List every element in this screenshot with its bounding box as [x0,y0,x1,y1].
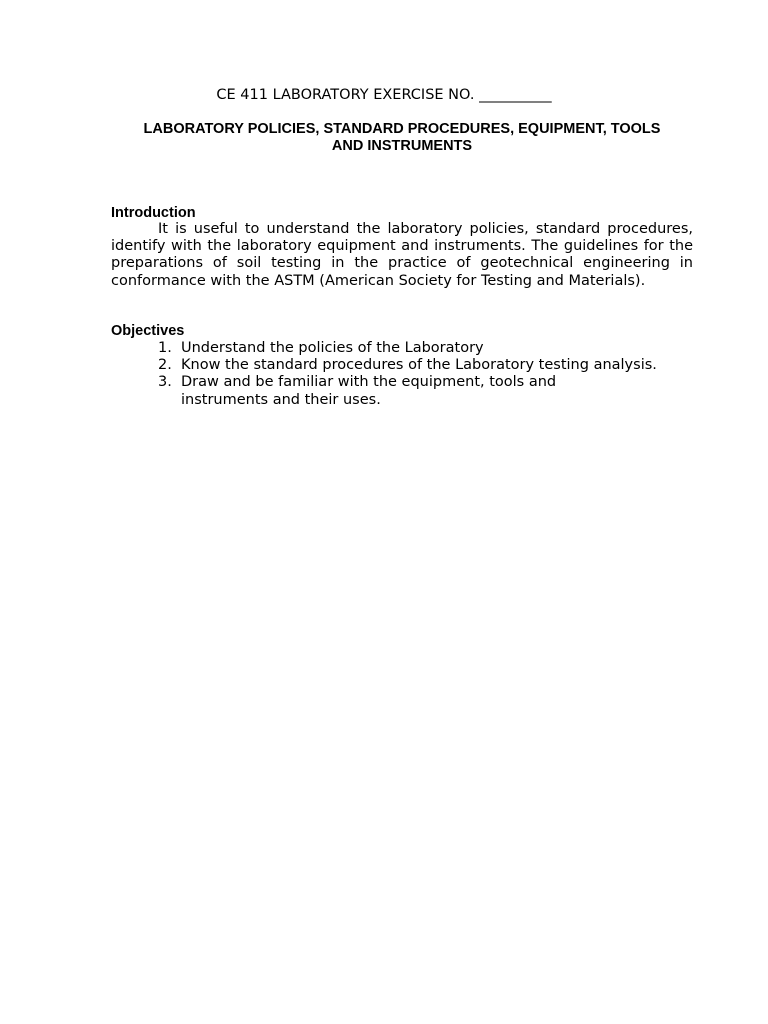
exercise-number-line: CE 411 LABORATORY EXERCISE NO. __________ [216,87,552,103]
objective-item-2 [158,357,698,374]
objective-item-1 [158,340,698,357]
objectives-heading: Objectives [111,323,185,339]
objective-number: 1. [158,340,172,356]
objective-text: Draw and be familiar with the equipment, tools and instruments and their uses. [181,374,557,408]
document-title-line-2: AND INSTRUMENTS [331,138,473,154]
document-title [111,121,693,155]
objective-number: 3. [158,374,172,391]
objective-text: Know the standard procedures of the Laboratory testing analysis. [181,357,657,374]
introduction-paragraph: It is useful to understand the laboratory policies, standard procedures, identify with the laboratory equipment and instruments. The guidelines for the preparations of soil testing in the practice of geotechnical engineering in conformance with the ASTM (American Society for Testing and Materials). [111,221,693,289]
objective-item-3 [158,374,698,408]
introduction-heading: Introduction [111,205,196,221]
objective-text: Understand the policies of the Laboratory [181,340,484,356]
objective-number: 2. [158,357,172,374]
objectives-list [158,340,698,409]
document-title-line-1: LABORATORY POLICIES, STANDARD PROCEDURES, EQUIPMENT, TOOLS [143,121,661,137]
